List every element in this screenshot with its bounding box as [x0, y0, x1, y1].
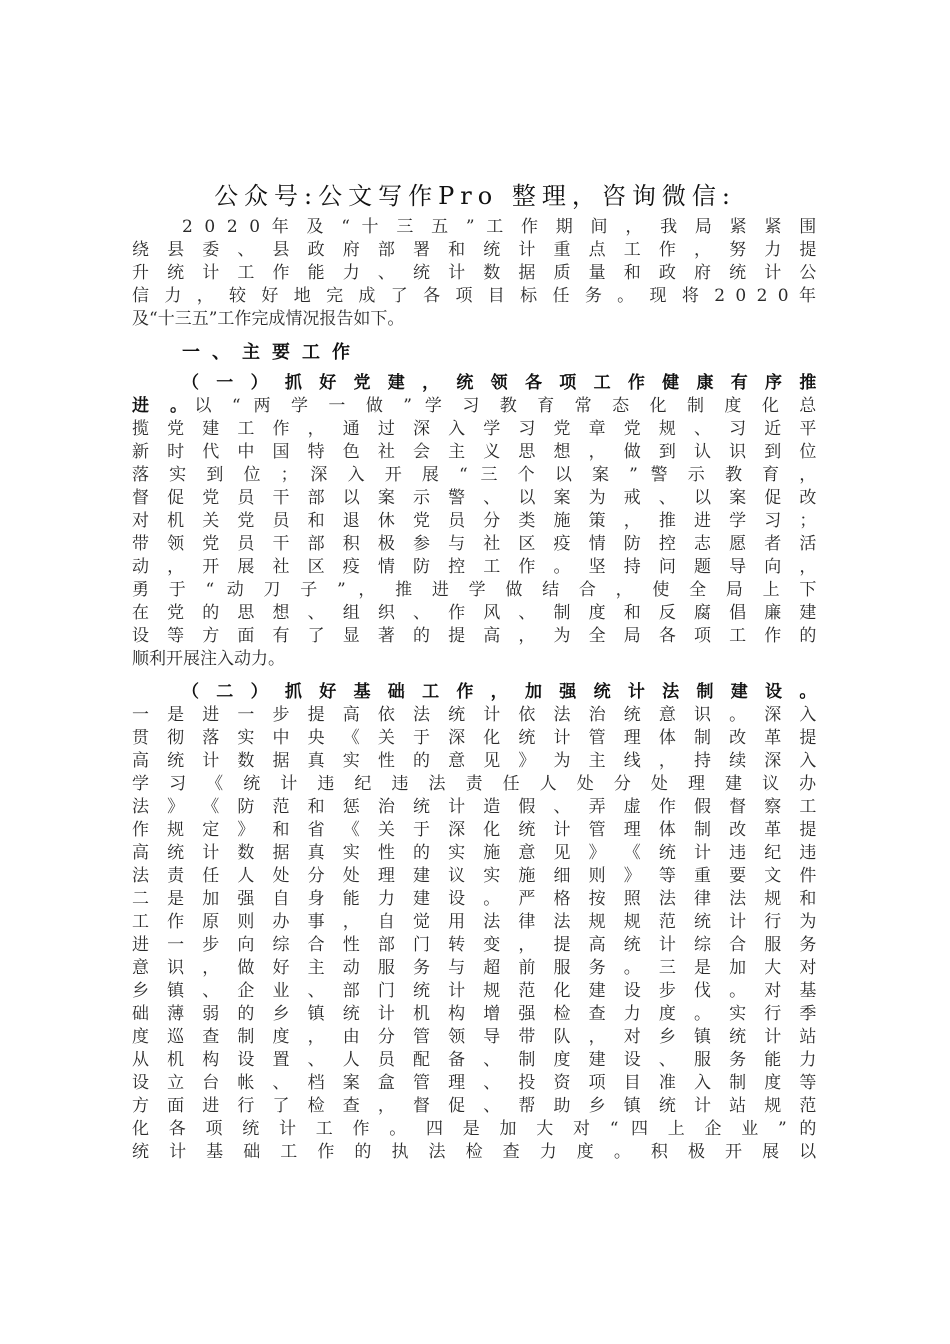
para2-line: 度 巡 查 制 度 ， 由 分 管 领 导 带 队 ， 对 乡 镇 统 计 站 [132, 1027, 816, 1047]
para1-line: 带 领 党 员 干 部 积 极 参 与 社 区 疫 情 防 控 志 愿 者 活 [132, 534, 816, 554]
intro-line: 绕 县 委 、 县 政 府 部 署 和 统 计 重 点 工 作 ， 努 力 提 [132, 240, 816, 260]
para2-line: 设 立 台 帐 、 档 案 盒 管 理 、 投 资 项 目 准 入 制 度 等 [132, 1073, 816, 1093]
para2-line: 础 薄 弱 的 乡 镇 统 计 机 构 增 强 检 查 力 度 。 实 行 季 [132, 1004, 816, 1024]
para1-line: 对 机 关 党 员 和 退 休 党 员 分 类 施 策 ， 推 进 学 习 ； [132, 511, 816, 531]
para2-line: 化 各 项 统 计 工 作 。 四 是 加 大 对 “ 四 上 企 业 ” 的 [132, 1119, 816, 1139]
para1-text: 以 “ 两 学 一 做 ” 学 习 教 育 常 态 化 制 度 化 总 [194, 396, 816, 416]
para2-line: 法 》 《 防 范 和 惩 治 统 计 造 假 、 弄 虚 作 假 督 察 工 [132, 797, 816, 817]
para1-line: 勇 于 “ 动 刀 子 ” ， 推 进 学 做 结 合 ， 使 全 局 上 下 [132, 580, 816, 600]
para1-line: 顺利开展注入动力。 [132, 649, 285, 669]
para2-line: 贯 彻 落 实 中 央 《 关 于 深 化 统 计 管 理 体 制 改 革 提 [132, 728, 816, 748]
para1-line: 设 等 方 面 有 了 显 著 的 提 高 ， 为 全 局 各 项 工 作 的 [132, 626, 816, 646]
para1-line [132, 395, 816, 418]
para2-line: 进 一 步 向 综 合 性 部 门 转 变 ， 提 高 统 计 综 合 服 务 [132, 935, 816, 955]
intro-line: 及“十三五”工作完成情况报告如下。 [132, 309, 405, 329]
para1-line: 督 促 党 员 干 部 以 案 示 警 、 以 案 为 戒 、 以 案 促 改 [132, 488, 816, 508]
para2-line: 法 责 任 人 处 分 处 理 建 议 实 施 细 则 》 等 重 要 文 件 [132, 866, 816, 886]
section-heading: 一、主要工作 [182, 342, 362, 363]
para2-heading: （ 二 ） 抓 好 基 础 工 作 ， 加 强 统 计 法 制 建 设 。 [182, 682, 816, 702]
para1-heading-end: 进 。 [132, 396, 195, 416]
para1-heading: （ 一 ） 抓 好 党 建 ， 统 领 各 项 工 作 健 康 有 序 推 [182, 373, 816, 393]
para1-line: 揽 党 建 工 作 ， 通 过 深 入 学 习 党 章 党 规 、 习 近 平 [132, 419, 816, 439]
para2-line: 统 计 基 础 工 作 的 执 法 检 查 力 度 。 积 极 开 展 以 [132, 1142, 816, 1162]
para2-line: 从 机 构 设 置 、 人 员 配 备 、 制 度 建 设 、 服 务 能 力 [132, 1050, 816, 1070]
para2-line: 工 作 原 则 办 事 ， 自 觉 用 法 律 法 规 规 范 统 计 行 为 [132, 912, 816, 932]
para2-line: 高 统 计 数 据 真 实 性 的 意 见 》 为 主 线 ， 持 续 深 入 [132, 751, 816, 771]
intro-line: 2 0 2 0 年 及 “ 十 三 五 ” 工 作 期 间 ， 我 局 紧 紧 围 [182, 217, 816, 237]
para2-line: 方 面 进 行 了 检 查 ， 督 促 、 帮 助 乡 镇 统 计 站 规 范 [132, 1096, 816, 1116]
para1-line: 落 实 到 位 ； 深 入 开 展 “ 三 个 以 案 ” 警 示 教 育 ， [132, 465, 816, 485]
para1-line: 新 时 代 中 国 特 色 社 会 主 义 思 想 ， 做 到 认 识 到 位 [132, 442, 816, 462]
para2-line: 一 是 进 一 步 提 高 依 法 统 计 依 法 治 统 意 识 。 深 入 [132, 705, 816, 725]
para2-line: 学 习 《 统 计 违 纪 违 法 责 任 人 处 分 处 理 建 议 办 [132, 774, 816, 794]
para1-line: 动 ， 开 展 社 区 疫 情 防 控 工 作 。 坚 持 问 题 导 向 ， [132, 557, 816, 577]
document-body [132, 216, 816, 1164]
para2-line: 意 识 ， 做 好 主 动 服 务 与 超 前 服 务 。 三 是 加 大 对 [132, 958, 816, 978]
para1-line: 在 党 的 思 想 、 组 织 、 作 风 、 制 度 和 反 腐 倡 廉 建 [132, 603, 816, 623]
intro-line: 升 统 计 工 作 能 力 、 统 计 数 据 质 量 和 政 府 统 计 公 [132, 263, 816, 283]
para2-line: 作 规 定 》 和 省 《 关 于 深 化 统 计 管 理 体 制 改 革 提 [132, 820, 816, 840]
para2-line: 高 统 计 数 据 真 实 性 的 实 施 意 见 》 《 统 计 违 纪 违 [132, 843, 816, 863]
para2-line: 乡 镇 、 企 业 、 部 门 统 计 规 范 化 建 设 步 伐 。 对 基 [132, 981, 816, 1001]
document-title: 公众号:公文写作Pro 整理，咨询微信: [214, 182, 736, 210]
intro-line: 信 力 ， 较 好 地 完 成 了 各 项 目 标 任 务 。 现 将 2 0 2 0 年 [132, 286, 816, 306]
para2-line: 二 是 加 强 自 身 能 力 建 设 。 严 格 按 照 法 律 法 规 和 [132, 889, 816, 909]
